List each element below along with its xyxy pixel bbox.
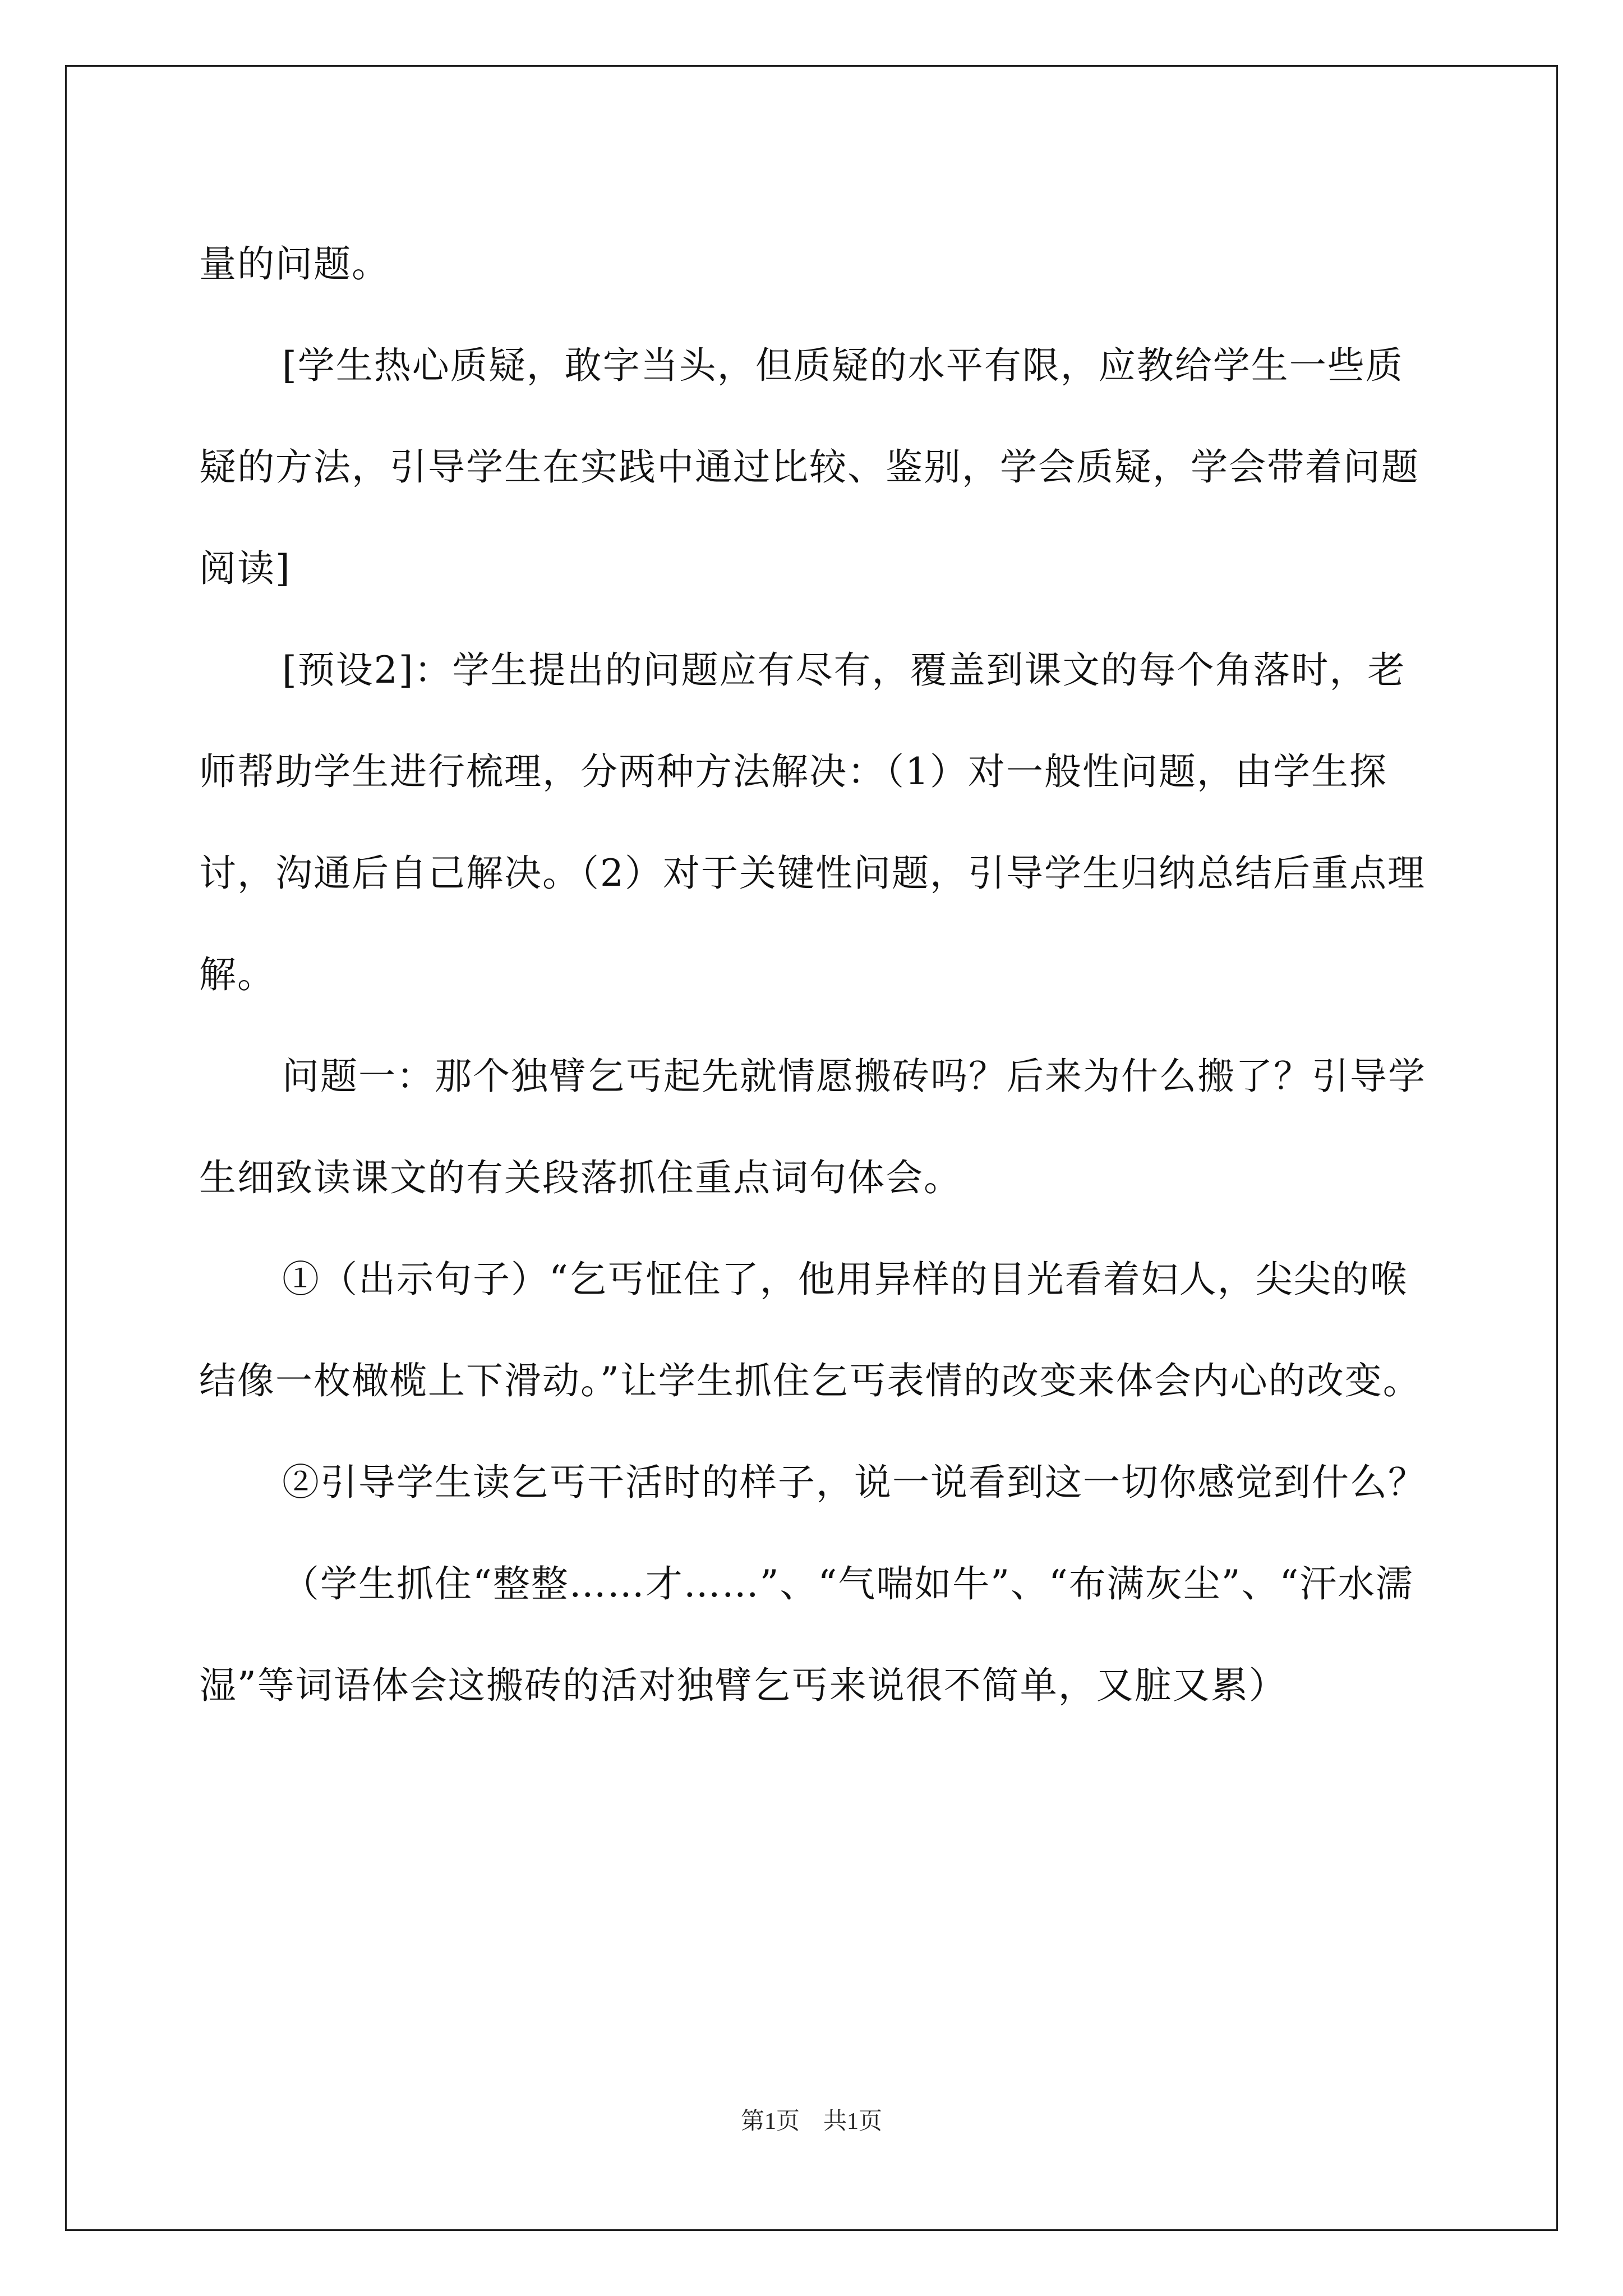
paragraph-continuation: 量的问题。 bbox=[199, 242, 390, 286]
paragraph-point-1: ①（出示句子）“乞丐怔住了，他用异样的目光看着妇人，尖尖的喉结像一枚橄榄上下滑动。”让学生抓住乞丐表情的改变来体会内心的改变。 bbox=[199, 1258, 1421, 1402]
document-body bbox=[199, 213, 1427, 1736]
paragraph-point-2: ②引导学生读乞丐干活时的样子，说一说看到这一切你感觉到什么？ bbox=[282, 1461, 1426, 1504]
paragraph-preset-2: [预设2]：学生提出的问题应有尽有，覆盖到课文的每个角落时，老师帮助学生进行梳理，分两种方法解决：（1）对一般性问题，由学生探讨，沟通后自己解决。（2）对于关键性问题，引导学生归纳总结后重点理解。 bbox=[199, 648, 1426, 996]
paragraph-question-one: 问题一：那个独臂乞丐起先就情愿搬砖吗？后来为什么搬了？引导学生细致读课文的有关段落抓住重点词句体会。 bbox=[199, 1055, 1426, 1199]
paragraph-teaching-note: [学生热心质疑，敢字当头，但质疑的水平有限，应教给学生一些质疑的方法，引导学生在实践中通过比较、鉴别，学会质疑，学会带着问题阅读] bbox=[199, 344, 1419, 590]
paragraph-student-analysis: （学生抓住“整整……才……”、“气喘如牛”、“布满灰尘”、“汗水濡湿”等词语体会这搬砖的活对独臂乞丐来说很不简单，又脏又累） bbox=[199, 1562, 1414, 1707]
page-footer: 第1页 共1页 bbox=[740, 2109, 882, 2134]
